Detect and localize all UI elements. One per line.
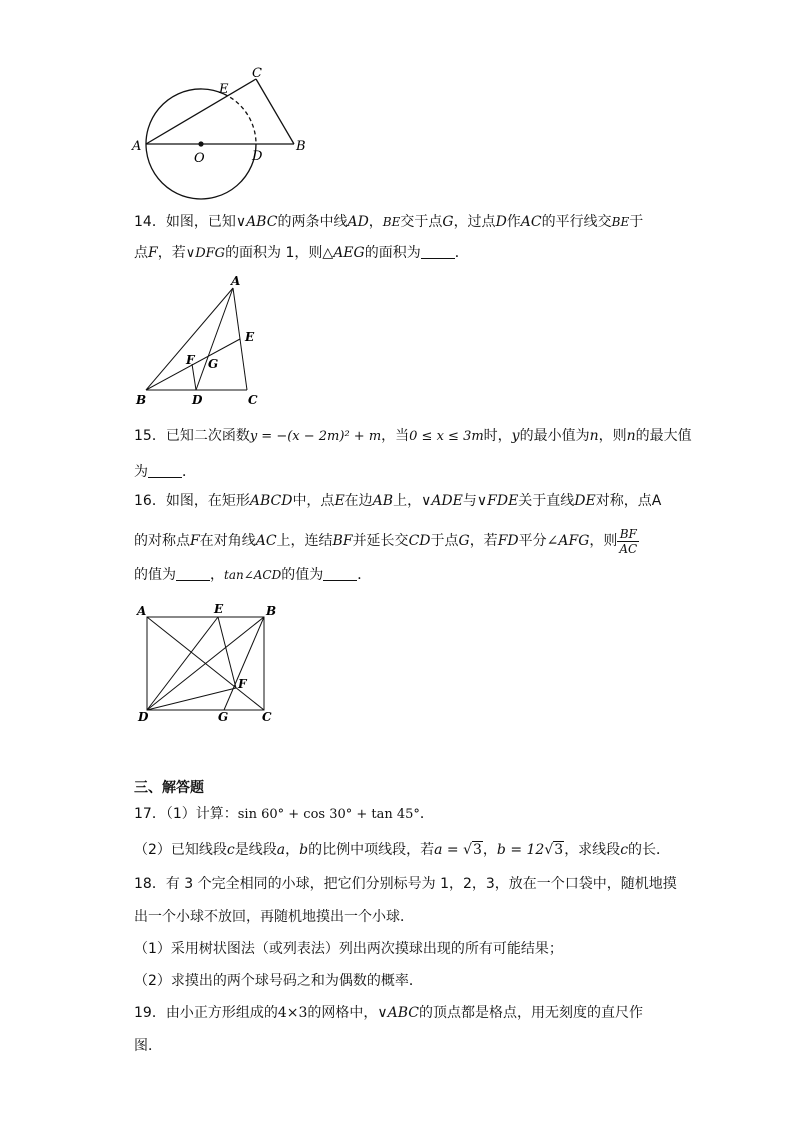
q15-line1: 15．已知二次函数y = −(x − 2m)² + m，当0 ≤ x ≤ 3m时，y的最小值为n，则n的最大值 [134, 428, 692, 444]
label-a: A [137, 604, 147, 618]
answer-blank [323, 566, 357, 581]
q18-part1: （1）采用树状图法（或列表法）列出两次摸球出现的所有可能结果； [134, 941, 563, 957]
q16-line1: 16．如图，在矩形ABCD中，点E在边AB上，∨ADE与∨FDE关于直线DE对称，点A [134, 493, 662, 509]
answer-blank [148, 463, 182, 478]
q14-line2: 点F，若∨DFG的面积为 1，则△AEG的面积为 ． [134, 245, 469, 261]
figure-triangle-medians [130, 272, 270, 410]
label-e: E [214, 602, 224, 616]
answer-blank [421, 244, 455, 259]
q16-line2: 的对称点F在对角线AC上，连结BF并延长交CD于点G，若FD平分∠AFG，则 $\frac{BF}{AC}$ [134, 526, 638, 556]
q15-line2: 为 ． [134, 464, 196, 480]
q18-line1: 18．有 3 个完全相同的小球，把它们分别标号为 1，2，3，放在一个口袋中，随机地摸 [134, 876, 677, 892]
label-g: G [218, 710, 229, 724]
q14-line1: 14．如图，已知∨ABC的两条中线AD，BE交于点G，过点D作AC的平行线交BE于 [134, 214, 644, 230]
figure-rectangle-abcd [132, 600, 282, 728]
label-f: F [238, 677, 247, 691]
figure-circle-abc [128, 62, 318, 202]
label-c: C [262, 710, 272, 724]
q19-line1: 19．由小正方形组成的4×3的网格中，∨ABC的顶点都是格点，用无刻度的直尺作 [134, 1005, 643, 1021]
q17-line2: （2）已知线段c是线段a，b的比例中项线段，若a = √3，b = 12√3，求线段c的长． [134, 842, 671, 858]
label-c: C [248, 393, 258, 407]
answer-blank [176, 566, 210, 581]
label-f: F [186, 353, 195, 367]
label-d: D [192, 393, 203, 407]
q19-line2: 图． [134, 1038, 162, 1054]
q18-line2: 出一个小球不放回，再随机地摸出一个小球． [134, 909, 414, 925]
label-e: E [245, 330, 255, 344]
label-g: G [208, 357, 219, 371]
label-a: A [132, 139, 142, 154]
q16-line3: 的值为 ，tan∠ACD的值为 ． [134, 567, 372, 583]
label-o: O [194, 151, 205, 166]
fraction-bf-ac: $\frac{BF}{AC}$ [619, 526, 638, 556]
label-d: D [252, 149, 263, 164]
label-b: B [266, 604, 277, 618]
label-b: B [136, 393, 147, 407]
section-title: 三、解答题 [134, 780, 204, 796]
label-e: E [219, 82, 229, 97]
q18-part2: （2）求摸出的两个球号码之和为偶数的概率． [134, 973, 423, 989]
label-c: C [252, 66, 262, 81]
q17-line1: 17．（1）计算：sin 60° + cos 30° + tan 45°． [134, 806, 434, 822]
label-a: A [231, 274, 241, 288]
label-d: D [138, 710, 149, 724]
label-b: B [296, 139, 306, 154]
